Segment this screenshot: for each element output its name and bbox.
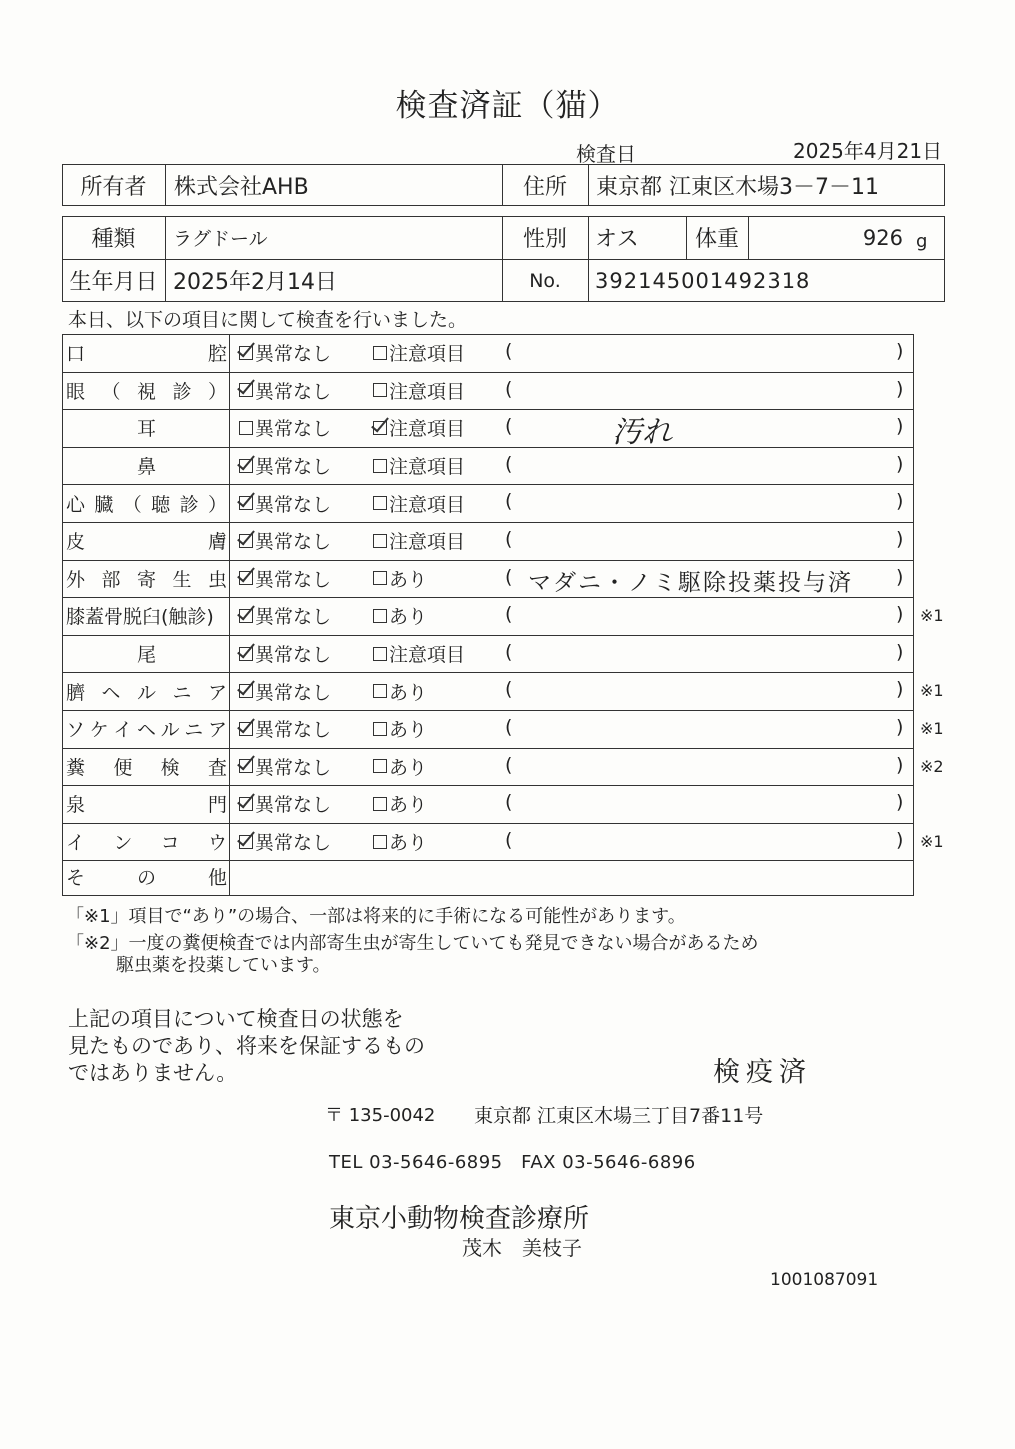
ok-checkbox[interactable]	[239, 383, 253, 397]
ok-option-label: 異常なし	[255, 681, 332, 704]
paren-open: (	[505, 753, 513, 776]
ok-option[interactable]	[239, 748, 331, 786]
ok-checkbox[interactable]	[239, 421, 253, 435]
document-id: 1001087091	[770, 1270, 879, 1290]
ok-option[interactable]	[239, 522, 331, 560]
alt-option-label: あり	[389, 794, 428, 817]
postal-code: 〒 135-0042	[325, 1105, 436, 1126]
ok-option[interactable]	[239, 334, 331, 372]
ok-option[interactable]	[239, 560, 331, 598]
ok-option[interactable]	[239, 710, 331, 748]
alt-option-label: あり	[389, 681, 428, 704]
alt-option-label: 注意項目	[389, 644, 466, 667]
alt-checkbox[interactable]	[373, 835, 387, 849]
ok-option-label: 異常なし	[255, 531, 332, 554]
ok-checkbox[interactable]	[239, 609, 253, 623]
paren-close: )	[896, 716, 904, 738]
check-row-label: 外 部 寄 生 虫	[66, 568, 227, 591]
staff-name: 茂木 美枝子	[462, 1236, 582, 1260]
number-label: No.	[529, 269, 561, 292]
paren-open: (	[505, 716, 513, 738]
number-value: 392145001492318	[595, 268, 811, 293]
check-row-label: 臍 ヘ ル ニ ア	[66, 681, 227, 704]
paren-close: )	[896, 791, 904, 814]
alt-checkbox[interactable]	[373, 722, 387, 736]
paren-close: )	[896, 528, 904, 550]
paren-open: (	[505, 791, 513, 814]
breed-label: 種類	[91, 227, 136, 252]
clinic-name: 東京小動物検査診療所	[329, 1204, 590, 1234]
ok-checkbox[interactable]	[239, 534, 253, 548]
check-row-label: 口 腔	[66, 343, 227, 366]
ok-option-label: 異常なし	[255, 418, 332, 441]
alt-checkbox[interactable]	[373, 797, 387, 811]
ok-option-label: 異常なし	[255, 456, 332, 479]
alt-option[interactable]	[373, 597, 427, 635]
alt-option[interactable]	[373, 635, 465, 673]
footnote-2: 「※2」一度の糞便検査では内部寄生虫が寄生していても発見できない場合があるため	[66, 933, 759, 954]
other-label: そ の 他	[66, 867, 227, 889]
ok-checkbox[interactable]	[239, 759, 253, 773]
ok-option-label: 異常なし	[255, 380, 332, 403]
footnote-mark: ※1	[920, 719, 944, 738]
paren-close: )	[896, 415, 904, 438]
footnote-mark: ※1	[920, 681, 944, 701]
check-row-label: イ ン コ ウ	[66, 832, 227, 855]
ok-option-label: 異常なし	[255, 493, 332, 516]
owner-value: 株式会社AHB	[174, 174, 309, 200]
alt-option[interactable]	[373, 560, 427, 598]
alt-option[interactable]	[373, 334, 465, 372]
alt-checkbox[interactable]	[373, 609, 387, 623]
alt-checkbox[interactable]	[373, 759, 387, 773]
owner-label: 所有者	[80, 174, 147, 200]
alt-option-label: 注意項目	[389, 418, 466, 441]
row-remark: マダニ・ノミ駆除投薬投与済	[528, 569, 853, 596]
ok-checkbox[interactable]	[239, 346, 253, 360]
ok-checkbox[interactable]	[239, 722, 253, 736]
disclaimer-line: 上記の項目について検査日の状態を	[68, 1007, 404, 1031]
check-row-label: 皮 膚	[66, 531, 227, 554]
alt-option[interactable]	[373, 447, 465, 485]
alt-checkbox[interactable]	[373, 684, 387, 698]
alt-option[interactable]	[373, 672, 427, 710]
paren-close: )	[896, 753, 904, 776]
check-row-label: 心 臓 （ 聴 診 ）	[66, 493, 227, 516]
ok-checkbox[interactable]	[239, 571, 253, 585]
inspected-stamp: 検疫済	[713, 1057, 812, 1088]
footnote-mark: ※1	[920, 606, 944, 626]
alt-option-label: あり	[389, 568, 428, 591]
alt-checkbox[interactable]	[373, 346, 387, 360]
ok-checkbox[interactable]	[239, 459, 253, 473]
alt-checkbox[interactable]	[373, 647, 387, 661]
ok-option[interactable]	[239, 409, 331, 447]
disclaimer	[68, 1006, 425, 1087]
clinic-address: 東京都 江東区木場三丁目7番11号	[474, 1105, 764, 1127]
alt-option-label: あり	[389, 756, 428, 779]
paren-close: )	[896, 678, 904, 701]
paren-open: (	[505, 415, 513, 438]
paren-close: )	[896, 565, 904, 588]
ok-option-label: 異常なし	[255, 832, 332, 855]
alt-option-label: 注意項目	[389, 456, 466, 479]
check-row-label: 膝蓋骨脱臼(触診)	[66, 606, 214, 629]
weight-label: 体重	[694, 227, 739, 252]
alt-option[interactable]	[373, 522, 465, 560]
paren-open: (	[505, 828, 513, 851]
alt-option-label: 注意項目	[389, 380, 466, 403]
paren-open: (	[505, 528, 513, 550]
paren-close: )	[896, 603, 904, 626]
disclaimer-line: ではありません。	[68, 1061, 238, 1085]
ok-option-label: 異常なし	[255, 719, 332, 742]
check-row-label: 糞 便 検 査	[66, 756, 227, 779]
paren-open: (	[505, 640, 513, 663]
paren-close: )	[896, 452, 904, 475]
ok-checkbox[interactable]	[239, 835, 253, 849]
ok-option-label: 異常なし	[255, 568, 332, 591]
paren-close: )	[896, 340, 904, 362]
ok-option[interactable]	[239, 635, 331, 673]
ok-checkbox[interactable]	[239, 496, 253, 510]
ok-option[interactable]	[239, 372, 331, 410]
footnote-mark: ※1	[920, 831, 944, 851]
footnote-mark: ※2	[920, 756, 944, 776]
ok-option-label: 異常なし	[255, 794, 332, 817]
check-row-label: 尾	[136, 644, 156, 667]
ok-option[interactable]	[239, 597, 331, 635]
paren-open: (	[505, 603, 513, 626]
alt-option[interactable]	[373, 823, 427, 861]
address-label: 住所	[522, 174, 567, 200]
sex-label: 性別	[522, 227, 567, 252]
paren-open: (	[505, 340, 513, 362]
footnote-1: 「※1」項目で“あり”の場合、一部は将来的に手術になる可能性があります。	[66, 906, 686, 927]
ok-option-label: 異常なし	[255, 343, 332, 366]
ok-checkbox[interactable]	[239, 647, 253, 661]
ok-option-label: 異常なし	[255, 756, 332, 779]
ok-option[interactable]	[239, 785, 331, 823]
check-row-label: 耳	[136, 418, 156, 441]
ok-option-label: 異常なし	[255, 644, 332, 667]
alt-option-label: あり	[389, 606, 428, 629]
paren-open: (	[505, 377, 513, 400]
alt-option[interactable]	[373, 748, 427, 786]
row-remark: 汚れ	[612, 415, 672, 451]
disclaimer-line: 見たものであり、将来を保証するもの	[68, 1034, 425, 1058]
ok-option[interactable]	[239, 447, 331, 485]
alt-checkbox[interactable]	[373, 421, 387, 435]
alt-option[interactable]	[373, 484, 465, 522]
alt-option-label: あり	[389, 832, 428, 855]
exam-date: 2025年4月21日	[793, 139, 943, 163]
alt-option[interactable]	[373, 409, 465, 447]
paren-open: (	[505, 565, 513, 588]
birth-label: 生年月日	[69, 270, 158, 295]
paren-open: (	[505, 452, 513, 475]
weight-value: 926	[862, 225, 903, 250]
paren-close: )	[896, 490, 904, 513]
weight-unit: g	[916, 231, 928, 252]
alt-option-label: 注意項目	[389, 343, 466, 366]
exam-date-label: 検査日	[576, 142, 636, 166]
alt-option[interactable]	[373, 710, 427, 748]
alt-checkbox[interactable]	[373, 571, 387, 585]
alt-option-label: 注意項目	[389, 531, 466, 554]
page-title: 検査済証（猫）	[395, 88, 620, 124]
check-row-label: 鼻	[136, 456, 156, 479]
ok-option[interactable]	[239, 672, 331, 710]
paren-close: )	[896, 377, 904, 400]
birth-value: 2025年2月14日	[173, 270, 337, 295]
paren-close: )	[896, 828, 904, 851]
check-row-label: 泉 門	[66, 794, 227, 817]
footnote-3: 駆虫薬を投薬しています。	[116, 955, 331, 976]
alt-checkbox[interactable]	[373, 459, 387, 473]
alt-checkbox[interactable]	[373, 534, 387, 548]
address-value: 東京都 江東区木場3－7－11	[596, 174, 879, 200]
alt-checkbox[interactable]	[373, 496, 387, 510]
sex-value: オス	[595, 227, 639, 252]
ok-option[interactable]	[239, 484, 331, 522]
check-row-label: ソ ケ イ ヘ ル ニ ア	[66, 719, 227, 742]
tel-fax: TEL 03-5646-6895 FAX 03-5646-6896	[329, 1152, 696, 1173]
alt-checkbox[interactable]	[373, 383, 387, 397]
alt-option-label: 注意項目	[389, 493, 466, 516]
breed-value: ラグドール	[173, 228, 268, 250]
alt-option-label: あり	[389, 719, 428, 742]
check-row-label: 眼 （ 視 診 ）	[66, 380, 227, 403]
alt-option[interactable]	[373, 785, 427, 823]
ok-option[interactable]	[239, 823, 331, 861]
ok-checkbox[interactable]	[239, 797, 253, 811]
ok-checkbox[interactable]	[239, 684, 253, 698]
ok-option-label: 異常なし	[255, 606, 332, 629]
alt-option[interactable]	[373, 372, 465, 410]
paren-open: (	[505, 678, 513, 701]
intro-text: 本日、以下の項目に関して検査を行いました。	[68, 309, 468, 331]
paren-close: )	[896, 640, 904, 663]
paren-open: (	[505, 490, 513, 513]
